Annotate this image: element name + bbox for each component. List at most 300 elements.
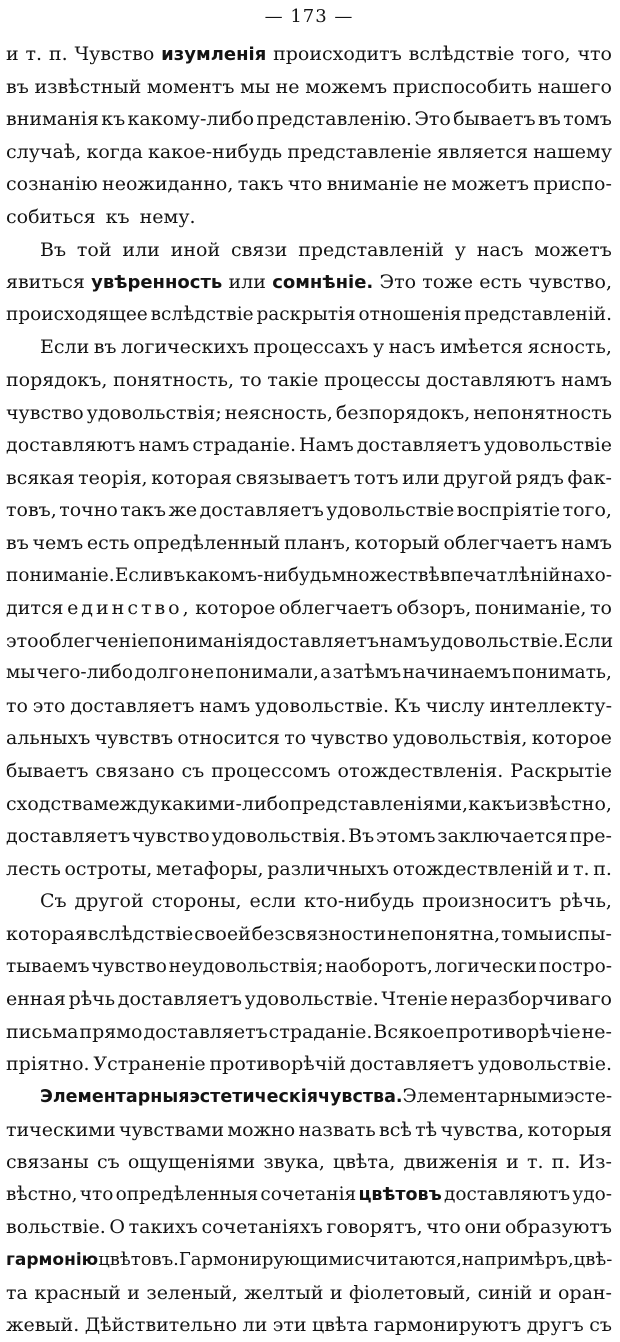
word: явиться — [6, 271, 85, 294]
word: зеленый, — [146, 1281, 238, 1304]
word: Элементарными — [402, 1086, 564, 1107]
word: что — [426, 1216, 461, 1239]
word: впечатлѣній — [439, 564, 561, 586]
word: раскрытія — [256, 303, 356, 325]
word: съ — [589, 1314, 612, 1337]
word: испы- — [554, 923, 612, 946]
word: понимали, — [215, 662, 319, 684]
word: чувство, — [528, 271, 612, 294]
word: различныхъ — [267, 857, 389, 880]
word: удовольствіе. — [429, 629, 564, 652]
word: рядъ — [515, 466, 564, 489]
text-line — [6, 722, 612, 755]
word: доставляетъ — [199, 499, 324, 522]
word: бываетъ — [453, 108, 536, 131]
word: Чувство — [74, 43, 155, 65]
word: Это — [379, 271, 417, 294]
bold-term: чувства. — [317, 1087, 403, 1107]
text-line — [6, 1146, 612, 1179]
text-line — [6, 788, 612, 821]
word: другъ — [526, 1314, 584, 1337]
word: доставляетъ — [143, 1020, 268, 1043]
bold-term: сомнѣніе. — [272, 272, 374, 294]
text-line — [6, 1211, 612, 1244]
word: Если — [40, 336, 90, 359]
word: доставляетъ — [70, 694, 195, 717]
word: Съ — [40, 890, 67, 913]
text-line — [6, 234, 612, 267]
word: намъ — [199, 694, 251, 717]
word: есть — [479, 271, 522, 294]
text-line — [6, 462, 612, 495]
word: то — [284, 727, 307, 750]
word: чувство — [6, 401, 84, 424]
word: желтый — [244, 1281, 324, 1304]
word: доставляетъ — [356, 434, 481, 457]
word: чувство — [91, 955, 167, 977]
word: страданіе. — [268, 1020, 373, 1043]
text-line — [6, 136, 612, 169]
word: которая — [6, 923, 87, 946]
word: намъ — [138, 434, 190, 457]
word: связано — [95, 760, 175, 783]
word: логическихъ — [120, 336, 249, 359]
word: считаются, — [354, 1248, 462, 1270]
word: процессы — [324, 368, 421, 391]
word: съ — [181, 760, 205, 783]
word: п. — [593, 857, 612, 880]
word: моментъ — [146, 75, 235, 98]
word: порядокъ, — [6, 368, 108, 391]
word: отождествленія. — [337, 760, 504, 783]
word: Устраненіе — [93, 1053, 206, 1076]
word: наоборотъ, — [325, 955, 433, 977]
word: если — [249, 890, 297, 913]
word: пониманіе. — [6, 564, 115, 586]
word: намъ — [379, 629, 430, 652]
text-line — [6, 592, 612, 625]
word: синій — [477, 1281, 533, 1304]
word: опредѣленныя — [115, 1183, 259, 1205]
word: п. — [551, 1151, 571, 1174]
text-line — [6, 1081, 612, 1114]
word: вслѣдствіе — [408, 43, 515, 65]
word: сочетаніяхъ — [201, 1216, 323, 1239]
word: какими-либо — [160, 792, 290, 815]
word: ли — [242, 1314, 268, 1337]
text-line — [6, 560, 612, 593]
word: чувствъ — [94, 727, 174, 750]
word: доставляетъ — [254, 629, 380, 652]
word: удовольствіе — [483, 434, 612, 457]
word: того, — [521, 43, 571, 65]
word: теорія, — [78, 466, 148, 489]
word: есть — [86, 531, 130, 554]
word: и — [127, 1281, 140, 1304]
word: Раскрытіе — [510, 760, 612, 783]
text-line — [6, 527, 612, 560]
word: и — [329, 1281, 343, 1304]
word: приспо- — [533, 173, 612, 196]
word: что — [287, 173, 323, 196]
word: долго — [134, 662, 190, 684]
word: той — [76, 238, 112, 261]
text-line — [6, 657, 612, 690]
word: или — [122, 238, 160, 261]
word: Всякое — [373, 1020, 445, 1043]
word: облегчаетъ — [443, 531, 558, 554]
word: къ — [105, 205, 130, 228]
word: вѣстно, — [6, 1183, 78, 1205]
word: произноситъ — [422, 890, 552, 913]
word: удовольствіе — [326, 499, 455, 522]
word: отношенія — [358, 303, 462, 325]
word: удовольствія; — [86, 401, 222, 424]
word: чувство — [132, 825, 210, 848]
word: же — [168, 499, 198, 522]
word: напримѣръ, — [461, 1248, 574, 1270]
word: не — [423, 173, 448, 196]
word: движенія — [403, 1151, 498, 1174]
word: которое — [531, 727, 612, 750]
word: это — [6, 629, 39, 652]
text-line — [6, 951, 612, 984]
word: что — [577, 43, 612, 65]
word: непонятна, — [387, 923, 501, 946]
word: представленій — [298, 238, 444, 261]
word: Къ — [393, 694, 421, 717]
text-line — [6, 1244, 612, 1277]
text-line — [6, 885, 612, 918]
word: насъ — [388, 336, 436, 359]
text-line — [6, 918, 612, 951]
word: такихъ — [128, 1216, 198, 1239]
word: та — [6, 1281, 28, 1304]
word: Если — [563, 629, 614, 652]
word: представленіями, — [289, 792, 469, 815]
word: удовольствіе. — [244, 988, 379, 1011]
word: всякая — [6, 466, 75, 489]
word: происходящее — [6, 303, 148, 325]
word: имѣется — [439, 336, 524, 359]
word: Из- — [578, 1151, 612, 1174]
word: точно — [59, 499, 118, 522]
text-line — [6, 1114, 612, 1147]
word: тоже — [422, 271, 473, 294]
word: процессомъ — [211, 760, 331, 783]
word: вслѣдствіе — [150, 303, 254, 325]
word: цвѣтовъ. — [98, 1248, 179, 1270]
bold-term: цвѣтовъ — [358, 1184, 442, 1205]
word: тѣ — [415, 1118, 438, 1141]
word: противорѣчій — [209, 1053, 346, 1076]
word: не — [275, 75, 300, 98]
text-line — [6, 1309, 612, 1342]
word: намъ — [561, 368, 612, 391]
word: томъ — [563, 108, 612, 131]
word: такъ — [237, 173, 284, 196]
word: представленій. — [464, 303, 612, 325]
word: дится — [6, 597, 64, 620]
bold-term: гармонію — [6, 1249, 99, 1270]
text-line — [6, 690, 612, 723]
word: вниманія — [6, 108, 99, 131]
word: съ — [96, 1151, 120, 1174]
text-line — [6, 266, 612, 299]
word: понятность, — [113, 368, 234, 391]
word: другой — [443, 466, 513, 489]
word: сознанію — [6, 173, 98, 196]
word: извѣстный — [34, 75, 142, 98]
bold-term: изумленія — [161, 44, 267, 65]
word: мы — [523, 923, 554, 946]
word: можно — [227, 1118, 296, 1141]
word: а — [320, 662, 332, 684]
word: и — [538, 1281, 552, 1304]
word: между — [93, 792, 161, 815]
word: эсте- — [563, 1086, 613, 1107]
text-line — [6, 755, 612, 788]
text-line — [6, 201, 612, 234]
word: этомъ — [375, 825, 436, 848]
word: Это — [414, 108, 451, 131]
text-line — [6, 820, 612, 853]
word: множествѣ — [331, 564, 440, 586]
word: того, — [562, 499, 612, 522]
word: другой — [74, 890, 144, 913]
word: доставляетъ — [349, 1053, 475, 1076]
word: какому-либо — [127, 108, 255, 131]
word: которая — [151, 466, 232, 489]
word: прямо — [79, 1020, 143, 1043]
word: эти — [272, 1314, 307, 1337]
word: метафоры, — [156, 857, 264, 880]
word: цвѣта, — [333, 1151, 396, 1174]
word: красный — [34, 1281, 121, 1304]
text-line — [6, 1016, 612, 1049]
word: т. — [573, 857, 590, 880]
word: къ — [101, 108, 126, 131]
word: нахо- — [560, 564, 612, 586]
word: и — [506, 1151, 519, 1174]
word: цвѣта — [312, 1314, 369, 1337]
word: то — [239, 368, 262, 391]
word: вольствіе. — [6, 1216, 106, 1239]
bold-term: увѣренность — [91, 272, 223, 294]
word: воспріятіе — [456, 499, 561, 522]
word: доставляетъ — [117, 988, 242, 1011]
word: они — [464, 1216, 502, 1239]
word: является — [436, 140, 528, 163]
spaced-term: единство, — [67, 597, 192, 620]
text-body — [6, 38, 612, 1342]
word: Въ — [40, 238, 67, 261]
word: затѣмъ — [332, 662, 402, 684]
word: доставляютъ — [6, 434, 136, 457]
word: остроты, — [64, 857, 153, 880]
word: Намъ — [298, 434, 354, 457]
word: лесть — [6, 857, 61, 880]
word: безпорядокъ, — [335, 401, 471, 424]
word: т. — [25, 43, 43, 65]
word: чемъ — [32, 531, 84, 554]
word: удовольствіе. — [255, 694, 390, 717]
text-line — [6, 71, 612, 104]
word: чувство — [310, 727, 389, 750]
word: намъ — [561, 531, 612, 554]
word: мы — [6, 662, 36, 684]
word: собиться — [6, 205, 96, 228]
word: связываетъ — [235, 466, 351, 489]
word: неразборчиваго — [450, 988, 612, 1011]
word: непонятность — [473, 401, 612, 424]
word: въ — [93, 336, 117, 359]
word: удо- — [572, 1183, 612, 1205]
word: назвать — [298, 1118, 376, 1141]
word: образуютъ — [504, 1216, 612, 1239]
word: Если — [114, 564, 163, 586]
text-line — [6, 331, 612, 364]
word: Дѣйствительно — [84, 1314, 238, 1337]
word: нашего — [537, 75, 612, 98]
word: ясность, — [527, 336, 612, 359]
word: это — [32, 694, 66, 717]
word: т. — [526, 1151, 544, 1174]
word: процессахъ — [253, 336, 369, 359]
word: чувства, — [440, 1118, 525, 1141]
word: енная — [6, 988, 66, 1011]
word: пре- — [569, 825, 612, 848]
word: фак- — [567, 466, 612, 489]
word: интеллекту- — [489, 694, 612, 717]
word: нему. — [139, 205, 196, 228]
word: удовольствія. — [211, 825, 347, 848]
word: письма — [6, 1020, 79, 1043]
word: то — [501, 923, 523, 946]
word: какомъ-нибудь — [185, 564, 332, 586]
word: доставляетъ — [6, 825, 131, 848]
word: гармонируютъ — [373, 1314, 522, 1337]
word: когда — [86, 140, 143, 163]
bold-term: Элементарныя — [40, 1087, 190, 1107]
word: пріятно. — [6, 1053, 90, 1076]
word: иной — [170, 238, 221, 261]
word: что — [79, 1183, 114, 1205]
text-line — [6, 299, 612, 332]
word: не — [190, 662, 215, 684]
word: тотъ — [353, 466, 399, 489]
word: случаѣ, — [6, 140, 82, 163]
word: товъ, — [6, 499, 57, 522]
word: такъ — [120, 499, 167, 522]
word: или — [402, 466, 440, 489]
word: и — [6, 43, 19, 65]
word: безсвязности — [251, 923, 387, 946]
word: сочетанія — [260, 1183, 357, 1205]
word: или — [228, 271, 266, 294]
word: тываемъ — [6, 955, 90, 977]
text-line — [6, 1048, 612, 1081]
word: удовольствія, — [392, 727, 528, 750]
word: въ — [163, 564, 186, 586]
word: отождествленій — [392, 857, 554, 880]
word: у — [454, 238, 466, 261]
word: неожиданно, — [102, 173, 234, 196]
word: О — [109, 1216, 125, 1239]
word: въ — [6, 75, 29, 98]
text-line — [6, 38, 612, 71]
word: въ — [6, 531, 29, 554]
word: доставляютъ — [425, 368, 556, 391]
word: мы — [240, 75, 270, 98]
text-line — [6, 168, 612, 201]
word: облегчаетъ — [278, 597, 393, 620]
word: такіе — [267, 368, 319, 391]
word: говорятъ, — [326, 1216, 423, 1239]
word: удовольствіе. — [477, 1053, 612, 1076]
word: кто-нибудь — [304, 890, 415, 913]
word: то — [6, 694, 28, 717]
word: Чтеніе — [381, 988, 448, 1011]
word: вслѣдствіе — [87, 923, 194, 946]
word: звука, — [263, 1151, 325, 1174]
word: цвѣ- — [573, 1248, 613, 1270]
word: числу — [425, 694, 485, 717]
word: п. — [48, 43, 68, 65]
text-line — [6, 1277, 612, 1310]
word: у — [373, 336, 385, 359]
word: страданіе. — [192, 434, 297, 457]
text-line — [6, 983, 612, 1016]
word: заключается — [437, 825, 568, 848]
word: то — [589, 597, 612, 620]
word: относится — [177, 727, 280, 750]
word: извѣстно, — [515, 792, 612, 815]
word: пониманіе, — [474, 597, 587, 620]
word: рѣчь, — [559, 890, 612, 913]
word: сходства — [6, 792, 94, 815]
word: Въ — [348, 825, 375, 848]
word: облегченіе — [38, 629, 149, 652]
word: приспособить — [392, 75, 532, 98]
word: связи — [230, 238, 288, 261]
word: постро- — [538, 955, 612, 977]
word: своей — [194, 923, 251, 946]
word: жевый. — [6, 1314, 80, 1337]
word: можетъ — [534, 238, 612, 261]
word: который — [354, 531, 440, 554]
word: пониманія — [148, 629, 255, 652]
word: въ — [537, 108, 561, 131]
text-line — [6, 397, 612, 430]
word: представленію. — [256, 108, 412, 131]
word: чувствами — [118, 1118, 224, 1141]
word: логически — [434, 955, 537, 977]
word: представленіе — [287, 140, 432, 163]
word: вниманіе — [326, 173, 419, 196]
word: ощущеніями — [127, 1151, 256, 1174]
bold-term: эстетическія — [189, 1087, 318, 1107]
word: планъ, — [284, 531, 351, 554]
word: какъ — [468, 792, 516, 815]
word: неясность, — [224, 401, 333, 424]
text-line — [6, 364, 612, 397]
word: какое-нибудь — [147, 140, 283, 163]
word: фіолетовый, — [348, 1281, 472, 1304]
word: всѣ — [379, 1118, 412, 1141]
word: обзоръ, — [396, 597, 472, 620]
text-line — [6, 103, 612, 136]
